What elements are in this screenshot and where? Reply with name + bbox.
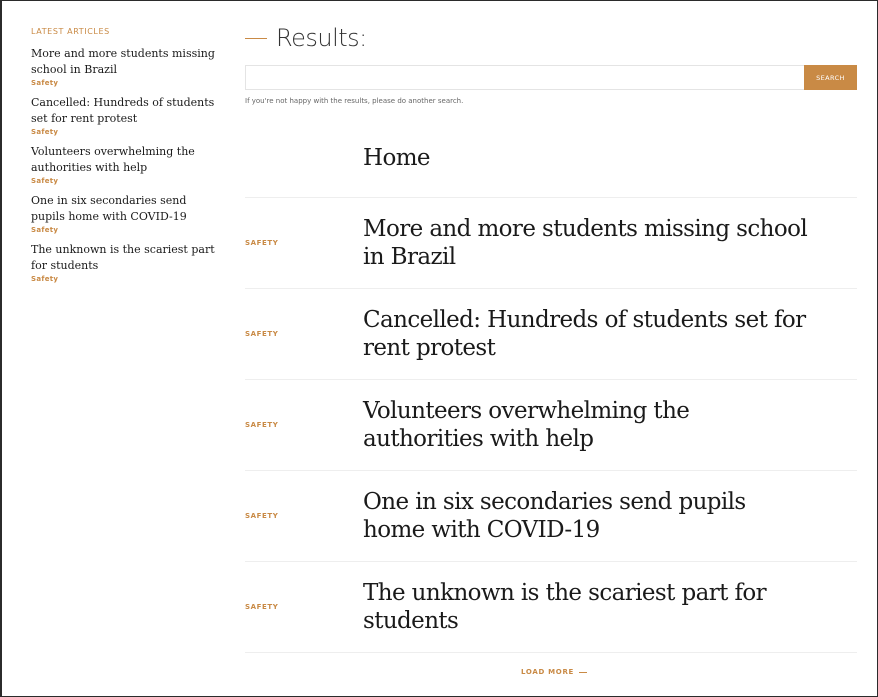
search-bar (245, 65, 857, 90)
results-list (245, 120, 857, 653)
sidebar-article (31, 193, 221, 234)
result-category[interactable]: SAFETY (245, 603, 279, 611)
sidebar-article-title[interactable]: The unknown is the scariest part for students (31, 243, 215, 272)
latest-articles-heading: LATEST ARTICLES (31, 27, 110, 36)
result-row (245, 471, 857, 562)
result-title[interactable]: Home (363, 145, 430, 172)
main-content (245, 21, 857, 653)
result-title[interactable]: More and more students missing school in Brazil (363, 215, 808, 270)
sidebar-article-category[interactable]: Safety (31, 79, 59, 87)
page-title: Results: (276, 24, 367, 52)
result-row (245, 198, 857, 289)
sidebar-article-category[interactable]: Safety (31, 128, 59, 136)
search-button[interactable]: SEARCH (804, 65, 857, 90)
sidebar-article (31, 46, 221, 87)
result-row (245, 562, 857, 653)
search-hint: If you're not happy with the results, please do another search. (245, 97, 464, 105)
sidebar-article (31, 242, 221, 283)
sidebar-article-title[interactable]: One in six secondaries send pupils home with COVID-19 (31, 194, 187, 223)
result-category[interactable]: SAFETY (245, 421, 279, 429)
sidebar-article-title[interactable]: Volunteers overwhelming the authorities with help (31, 145, 195, 174)
result-category[interactable]: SAFETY (245, 330, 279, 338)
title-dash-divider (245, 38, 267, 39)
result-title[interactable]: One in six secondaries send pupils home with COVID-19 (363, 488, 746, 543)
result-row (245, 289, 857, 380)
result-title[interactable]: The unknown is the scariest part for students (363, 579, 767, 634)
result-row (245, 120, 857, 198)
sidebar-article-title[interactable]: More and more students missing school in Brazil (31, 47, 215, 76)
load-more-dash-icon (579, 672, 587, 673)
search-input[interactable] (245, 65, 804, 90)
load-more-label: LOAD MORE (521, 668, 575, 676)
result-title[interactable]: Cancelled: Hundreds of students set for rent protest (363, 306, 806, 361)
load-more-button[interactable] (521, 668, 587, 676)
results-header (245, 21, 857, 55)
sidebar-article (31, 144, 221, 185)
sidebar-article (31, 95, 221, 136)
sidebar-article-category[interactable]: Safety (31, 226, 59, 234)
result-category[interactable]: SAFETY (245, 512, 279, 520)
result-row (245, 380, 857, 471)
sidebar-article-category[interactable]: Safety (31, 177, 59, 185)
sidebar-article-title[interactable]: Cancelled: Hundreds of students set for rent protest (31, 96, 215, 125)
sidebar-article-category[interactable]: Safety (31, 275, 59, 283)
sidebar (31, 27, 221, 291)
result-title[interactable]: Volunteers overwhelming the authorities with help (363, 397, 690, 452)
result-category[interactable]: SAFETY (245, 239, 279, 247)
